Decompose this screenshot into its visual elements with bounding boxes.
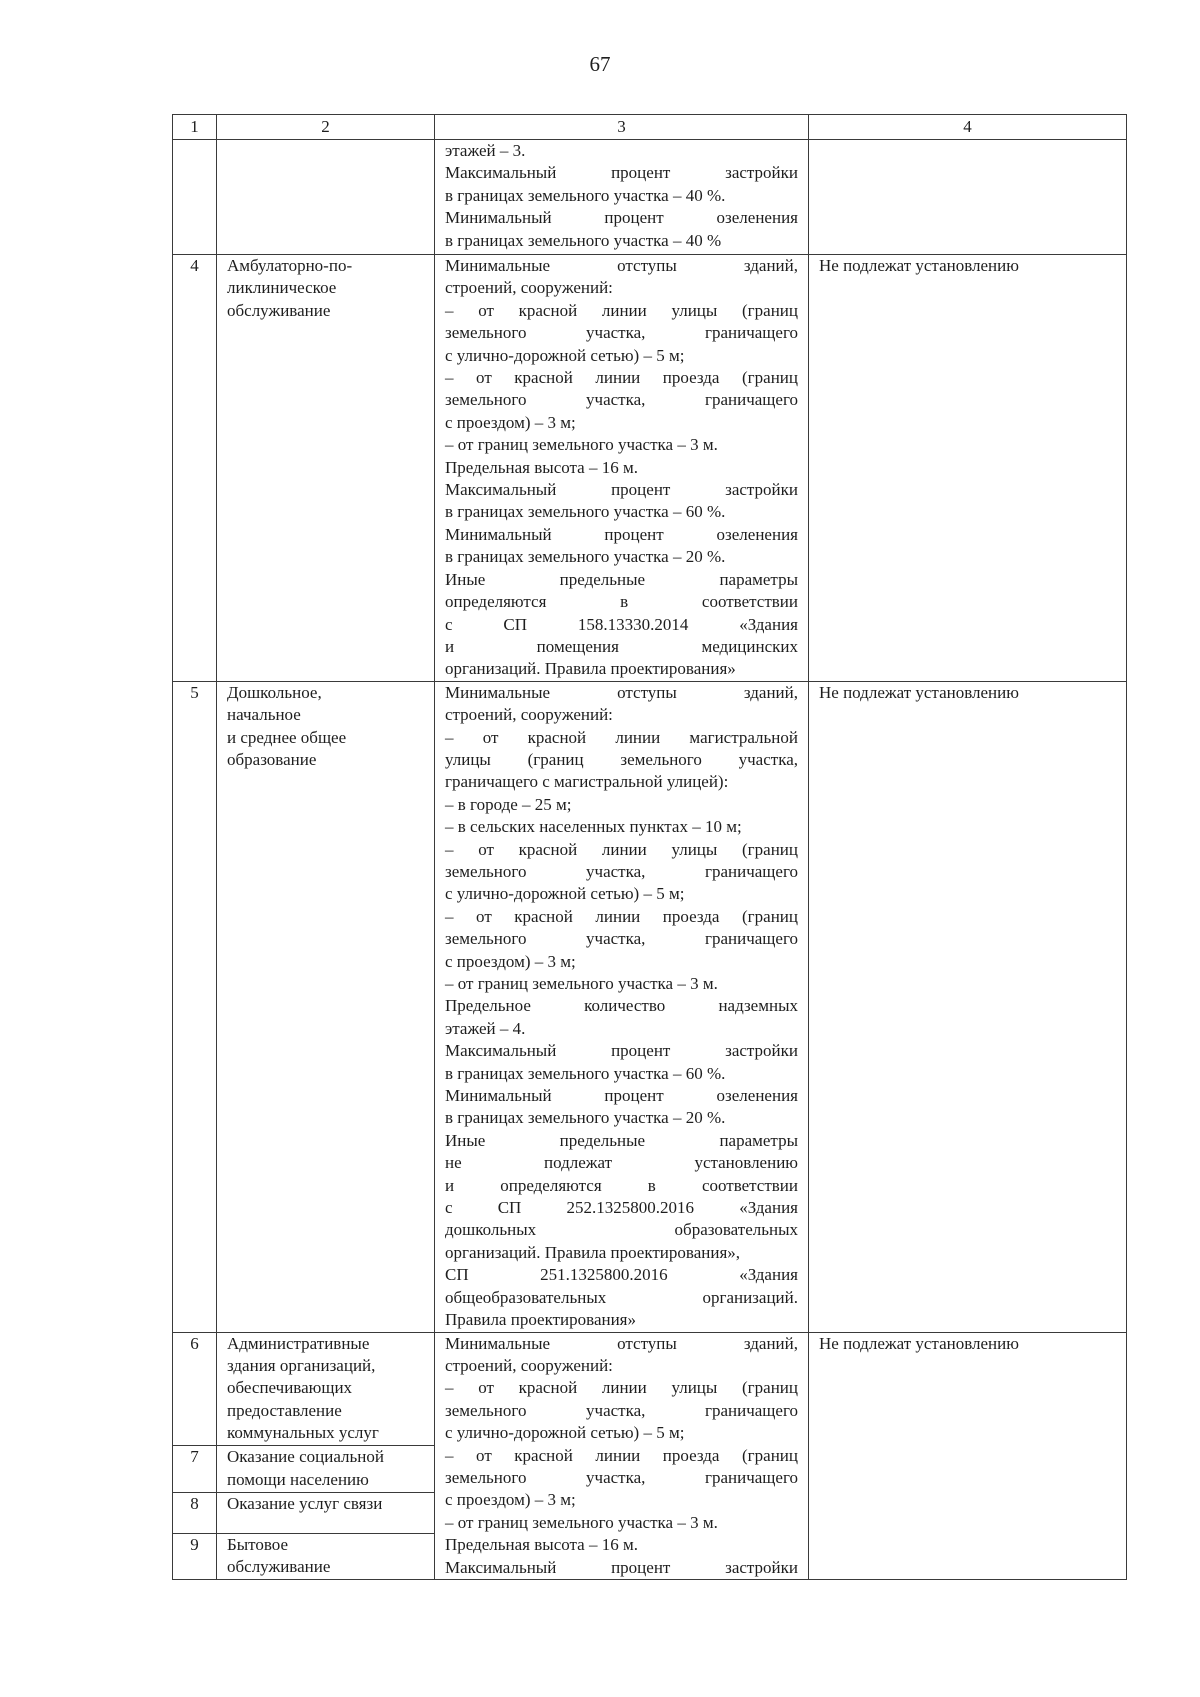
text-line: земельного участка, граничащего: [445, 1467, 798, 1487]
text-line: Иные предельные параметры: [445, 569, 798, 589]
name-line: Амбулаторно-по-: [227, 256, 353, 275]
text-line: определяются в соответствии: [445, 592, 798, 612]
text-line: – от границ земельного участка – 3 м.: [445, 435, 718, 455]
name-line: образование: [227, 749, 317, 769]
header-col-1: 1: [173, 115, 217, 140]
use-type-name: [217, 1446, 435, 1492]
other-restrictions: Не подлежат установлению: [809, 681, 1127, 1332]
text-line: – от красной линии улицы (границ: [445, 839, 798, 859]
text-line: – от границ земельного участка – 3 м.: [445, 974, 718, 993]
text-line: – от границ земельного участка – 3 м.: [445, 1512, 718, 1532]
text-line: СП 251.1325800.2016 «Здания: [445, 1265, 798, 1285]
row-number: 5: [173, 681, 217, 1332]
header-col-3: 3: [435, 115, 809, 140]
text-line: строений, сооружений:: [445, 1355, 613, 1375]
table-row-6: [173, 1332, 1127, 1446]
text-line: граничащего с магистральной улицей):: [445, 772, 729, 792]
name-line: коммунальных услуг: [227, 1423, 379, 1443]
use-type-name: [217, 255, 435, 682]
text-line: дошкольных образовательных: [445, 1220, 798, 1240]
limit-parameters: [435, 681, 809, 1332]
text-line: строений, сооружений:: [445, 705, 613, 725]
text-line: Минимальный процент озеленения: [445, 208, 798, 228]
text-line: земельного участка, граничащего: [445, 323, 798, 343]
limit-parameters: [435, 1332, 809, 1579]
text-line: и определяются в соответствии: [445, 1175, 798, 1195]
text-line: не подлежат установлению: [445, 1153, 798, 1173]
table-row-continuation: [173, 140, 1127, 255]
limit-parameters: [435, 255, 809, 682]
use-type-name: [217, 1332, 435, 1446]
other-restrictions: Не подлежат установлению: [809, 1332, 1127, 1579]
text-line: с проездом) – 3 м;: [445, 951, 576, 971]
page-number: 67: [589, 52, 611, 76]
cell-restrictions: [809, 140, 1127, 255]
text-line: с улично-дорожной сетью) – 5 м;: [445, 1423, 685, 1443]
text-line: – от красной линии проезда (границ: [445, 1445, 798, 1465]
cell-name: [217, 140, 435, 255]
text-line: в границах земельного участка – 60 %.: [445, 502, 726, 522]
text-line: общеобразовательных организаций.: [445, 1287, 798, 1307]
text-line: Минимальные отступы зданий,: [445, 682, 798, 702]
text-line: организаций. Правила проектирования»: [445, 659, 736, 679]
text-line: с СП 252.1325800.2016 «Здания: [445, 1198, 798, 1218]
name-line: начальное: [227, 705, 301, 725]
text-line: Минимальные отступы зданий,: [445, 1333, 798, 1353]
row-number: 7: [173, 1446, 217, 1492]
text-line: земельного участка, граничащего: [445, 929, 798, 949]
text-line: – в сельских населенных пунктах – 10 м;: [445, 817, 742, 837]
text-line: Правила проектирования»: [445, 1310, 637, 1330]
text-line: с улично-дорожной сетью) – 5 м;: [445, 884, 685, 904]
text-line: Минимальные отступы зданий,: [445, 256, 798, 275]
text-line: Минимальный процент озеленения: [445, 524, 798, 544]
text-line: – от красной линии проезда (границ: [445, 906, 798, 926]
header-col-2: 2: [217, 115, 435, 140]
text-line: Минимальный процент озеленения: [445, 1086, 798, 1106]
text-line: в границах земельного участка – 40 %: [445, 230, 722, 250]
name-line: и среднее общее: [227, 727, 347, 747]
row-number: 6: [173, 1332, 217, 1446]
name-line: Бытовое: [227, 1534, 289, 1554]
text-line: – в городе – 25 м;: [445, 794, 572, 814]
text-line: Максимальный процент застройки: [445, 1557, 798, 1577]
text-line: строений, сооружений:: [445, 278, 613, 298]
text-line: – от красной линии улицы (границ: [445, 1378, 798, 1398]
text-line: с СП 158.13330.2014 «Здания: [445, 614, 798, 634]
text-line: в границах земельного участка – 60 %.: [445, 1063, 726, 1083]
text-line: улицы (границ земельного участка,: [445, 749, 798, 769]
text-line: этажей – 4.: [445, 1018, 526, 1038]
name-line: Оказание социальной: [227, 1447, 384, 1467]
text-line: Максимальный процент застройки: [445, 480, 798, 500]
name-line: предоставление: [227, 1400, 342, 1420]
table-row-4: [173, 255, 1127, 682]
row-number: 8: [173, 1492, 217, 1533]
cell-num: [173, 140, 217, 255]
text-line: с проездом) – 3 м;: [445, 412, 576, 432]
text-line: Максимальный процент застройки: [445, 1041, 798, 1061]
zoning-parameters-table: [172, 114, 1127, 1580]
name-line: Оказание услуг связи: [227, 1493, 383, 1513]
use-type-name: [217, 681, 435, 1332]
text-line: с проездом) – 3 м;: [445, 1490, 576, 1510]
text-line: в границах земельного участка – 20 %.: [445, 547, 726, 567]
name-line: здания организаций,: [227, 1355, 376, 1375]
use-type-name: [217, 1492, 435, 1533]
row-number: 9: [173, 1533, 217, 1579]
text-line: Иные предельные параметры: [445, 1130, 798, 1150]
text-line: Предельная высота – 16 м.: [445, 457, 638, 477]
name-line: Административные: [227, 1333, 370, 1353]
text-line: в границах земельного участка – 20 %.: [445, 1108, 726, 1128]
table-row-5: [173, 681, 1127, 1332]
text-line: Предельное количество надземных: [445, 996, 798, 1016]
name-line: ликлиническое: [227, 278, 337, 298]
text-line: и помещения медицинских: [445, 636, 798, 656]
text-line: земельного участка, граничащего: [445, 390, 798, 410]
text-line: – от красной линии магистральной: [445, 727, 798, 747]
text-line: Максимальный процент застройки: [445, 163, 798, 183]
header-col-4: 4: [809, 115, 1127, 140]
text-line: – от красной линии проезда (границ: [445, 368, 798, 388]
text-line: организаций. Правила проектирования»,: [445, 1242, 741, 1262]
text-line: земельного участка, граничащего: [445, 1400, 798, 1420]
text-line: этажей – 3.: [445, 141, 526, 160]
other-restrictions: Не подлежат установлению: [809, 255, 1127, 682]
cell-params: [435, 140, 809, 255]
table-header-row: [173, 115, 1127, 140]
text-line: Предельная высота – 16 м.: [445, 1535, 638, 1555]
text-line: – от красной линии улицы (границ: [445, 300, 798, 320]
use-type-name: [217, 1533, 435, 1579]
text-line: в границах земельного участка – 40 %.: [445, 185, 726, 205]
text-line: с улично-дорожной сетью) – 5 м;: [445, 345, 685, 365]
name-line: помощи населению: [227, 1469, 369, 1489]
row-number: 4: [173, 255, 217, 682]
name-line: Дошкольное,: [227, 682, 322, 702]
text-line: земельного участка, граничащего: [445, 861, 798, 881]
name-line: обеспечивающих: [227, 1378, 353, 1398]
name-line: обслуживание: [227, 1557, 331, 1577]
name-line: обслуживание: [227, 300, 331, 320]
